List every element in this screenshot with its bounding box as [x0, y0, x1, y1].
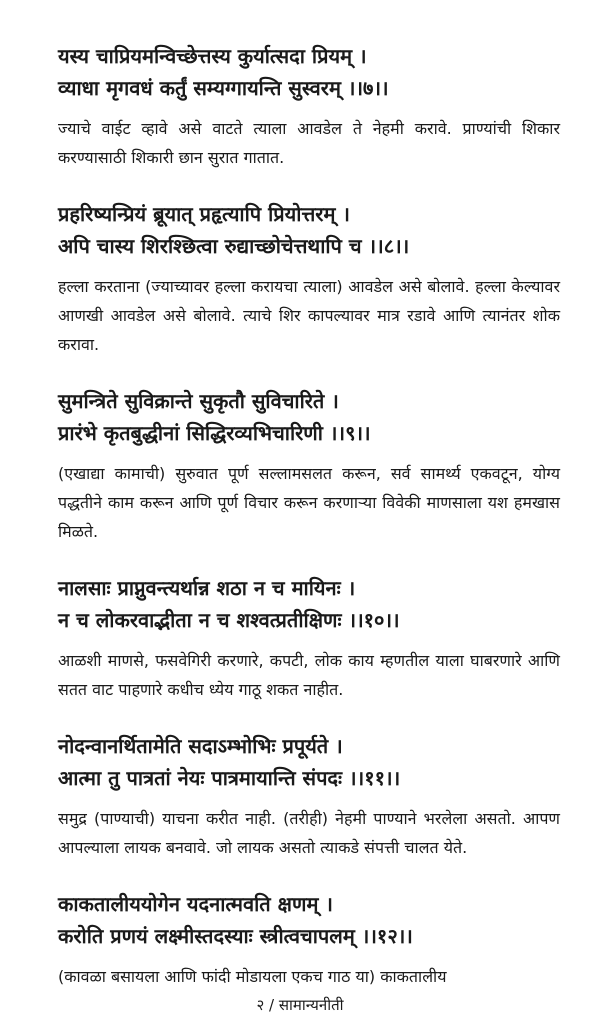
verse-block-12 — [48, 888, 560, 991]
sanskrit-verse — [58, 198, 560, 262]
marathi-meaning: (एखाद्या कामाची) सुरुवात पूर्ण सल्लामसलत करून, सर्व सामर्थ्य एकवटून, योग्य पद्धतीने काम करून आणि पूर्ण विचार करून करणाऱ्या विवेकी माणसाला यश हमखास मिळते. — [58, 464, 560, 541]
marathi-meaning: हल्ला करताना (ज्याच्यावर हल्ला करायचा त्याला) आवडेल असे बोलावे. हल्ला केल्यावर आणखी आवडेल असे बोलावे. त्याचे शिर कापल्यावर मात्र रडावे आणि त्यानंतर शोक करावा. — [58, 277, 560, 354]
marathi-meaning: समुद्र (पाण्याची) याचना करीत नाही. (तरीही) नेहमी पाण्याने भरलेला असतो. आपण आपल्याला लायक बनवावे. जो लायक असतो त्याकडे संपत्ती चालत येते. — [58, 809, 560, 857]
verse-line: न च लोकरवाद्भीता न च शश्वत्प्रतीक्षिणः ।।१०।। — [58, 608, 400, 632]
sanskrit-verse — [58, 888, 560, 952]
verse-block-11 — [48, 730, 560, 862]
marathi-meaning: (कावळा बसायला आणि फांदी मोडायला एकच गाठ या) काकतालीय — [58, 967, 447, 986]
marathi-meaning: आळशी माणसे, फसवेगिरी करणारे, कपटी, लोक काय म्हणतील याला घाबरणारे आणि सतत वाट पाहणारे कधीच ध्येय गाठू शकत नाहीत. — [58, 651, 560, 699]
verse-line: यस्य चाप्रियमन्विच्छेत्तस्य कुर्यात्सदा प्रियम् । — [58, 44, 367, 68]
verse-line: नालसाः प्राप्नुवन्त्यर्थान्न शठा न च मायिनः । — [58, 576, 356, 600]
sanskrit-verse — [58, 385, 560, 449]
verse-line: प्रहरिष्यन्प्रियं ब्रूयात् प्रहृत्यापि प्रियोत्तरम् । — [58, 202, 350, 226]
verse-line: करोति प्रणयं लक्ष्मीस्तदस्याः स्त्रीत्वचापलम् ।।१२।। — [58, 924, 413, 948]
verse-line: सुमन्त्रिते सुविक्रान्ते सुकृतौ सुविचारिते । — [58, 389, 339, 413]
verse-block-9 — [48, 385, 560, 546]
verse-block-10 — [48, 572, 560, 704]
sanskrit-verse — [58, 572, 560, 636]
sanskrit-verse — [58, 40, 560, 104]
verse-line: आत्मा तु पात्रतां नेयः पात्रमायान्ति संपदः ।।११।। — [58, 766, 401, 790]
verse-block-7 — [48, 40, 560, 172]
verse-line: नोदन्वानर्थितामेति सदाऽम्भोभिः प्रपूर्यते । — [58, 734, 343, 758]
verse-line: प्रारंभे कृतबुद्धीनां सिद्धिरव्यभिचारिणी ।।९।। — [58, 421, 371, 445]
page-footer: २ / सामान्यनीती — [256, 996, 344, 1014]
verse-line: काकतालीययोगेन यदनात्मवति क्षणम् । — [58, 892, 333, 916]
sanskrit-verse — [58, 730, 560, 794]
verse-line: व्याधा मृगवधं कर्तुं सम्यग्गायन्ति सुस्वरम् ।।७।। — [58, 76, 389, 100]
verse-block-8 — [48, 198, 560, 359]
marathi-meaning: ज्याचे वाईट व्हावे असे वाटते त्याला आवडेल ते नेहमी करावे. प्राण्यांची शिकार करण्यासाठी शिकारी छान सुरात गातात. — [58, 119, 560, 167]
verse-line: अपि चास्य शिरश्छित्वा रुद्याच्छोचेत्तथापि च ।।८।। — [58, 234, 410, 258]
